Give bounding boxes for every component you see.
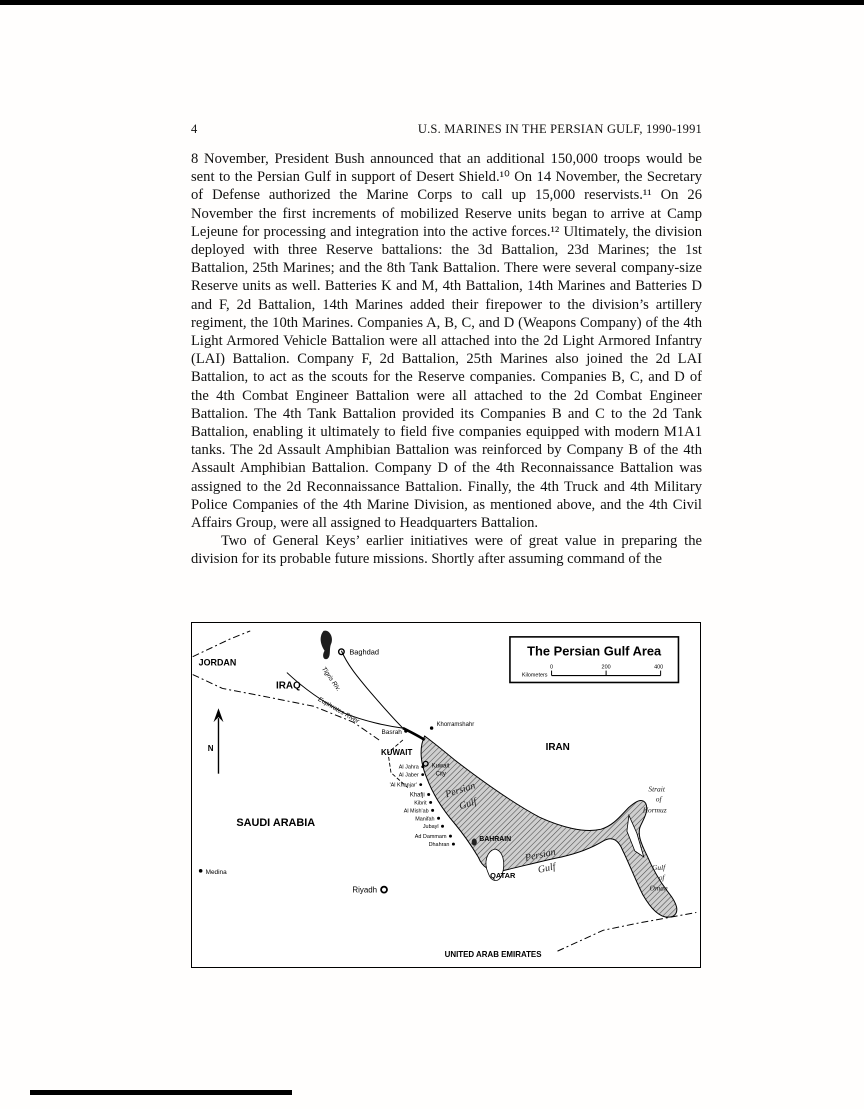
persian-gulf-water xyxy=(421,736,677,917)
label-manifah: Manifah xyxy=(415,816,435,823)
map-figure xyxy=(191,622,701,968)
kibrit-marker xyxy=(429,801,432,804)
label-jubayl: Jubayl xyxy=(422,824,439,831)
article-body xyxy=(191,150,702,569)
label-persian-gulf-se-1: Persian xyxy=(524,846,557,864)
scale-tick-0: 0 xyxy=(550,664,554,671)
bahrain-island xyxy=(472,839,477,846)
label-al-jahra: Al Jahra xyxy=(398,764,419,771)
label-iraq: IRAQ xyxy=(275,680,301,692)
scale-tick-400: 400 xyxy=(654,664,664,671)
label-iran: IRAN xyxy=(545,741,570,753)
al-jaber-marker xyxy=(421,773,424,776)
label-oman-1: Gulf xyxy=(652,862,666,872)
map-title: The Persian Gulf Area xyxy=(527,643,662,659)
label-euphrates: Euphrates River xyxy=(316,695,361,726)
label-medina: Medina xyxy=(205,868,227,876)
label-bahrain: BAHRAIN xyxy=(479,836,512,844)
jubayl-marker xyxy=(441,825,444,828)
al-jahra-marker xyxy=(421,765,424,768)
khorramshahr-marker xyxy=(430,726,433,729)
scale-label: Kilometers xyxy=(521,672,548,679)
label-kuwait-city-1: Kuwait xyxy=(431,763,450,770)
label-kuwait-city-2: City xyxy=(435,771,446,778)
medina-marker xyxy=(199,869,203,873)
dhahran-marker xyxy=(452,843,455,846)
label-jordan: JORDAN xyxy=(198,657,237,668)
running-title: U.S. MARINES IN THE PERSIAN GULF, 1990-1991 xyxy=(417,122,702,136)
label-ad-dammam: Ad Dammam xyxy=(414,834,447,841)
al-khanjar-marker xyxy=(419,783,422,786)
paragraph-2: Two of General Keys’ earlier initiatives were of great value in preparing the division for its probable future missions. Shortly after assuming command of the xyxy=(191,533,702,568)
label-saudi-arabia: SAUDI ARABIA xyxy=(236,817,316,830)
basrah-marker xyxy=(404,729,407,732)
persian-gulf-map xyxy=(192,623,699,966)
label-oman-2: of xyxy=(658,872,665,882)
label-al-khanjar: 'Al Khanjar' xyxy=(389,782,417,789)
compass-n-label: N xyxy=(207,743,214,753)
label-al-jaber: Al Jaber xyxy=(398,772,419,779)
label-riyadh: Riyadh xyxy=(352,885,378,895)
page-number: 4 xyxy=(191,122,198,136)
label-strait-2: of xyxy=(655,794,662,804)
label-uae: UNITED ARAB EMIRATES xyxy=(444,950,542,960)
khafji-marker xyxy=(427,793,430,796)
al-mishab-marker xyxy=(431,809,434,812)
border-jordan-north xyxy=(193,631,250,657)
label-dhahran: Dhahran xyxy=(428,842,450,849)
label-strait-1: Strait xyxy=(648,784,665,794)
label-persian-gulf-nw-2: Gulf xyxy=(457,796,479,813)
label-qatar: QATAR xyxy=(490,870,516,880)
label-khorramshahr: Khorramshahr xyxy=(436,722,475,729)
label-strait-3: Hormuz xyxy=(642,805,667,815)
label-tigris: Tigris Riv. xyxy=(319,665,342,693)
ad-dammam-marker xyxy=(449,835,452,838)
label-khafji: Khafji xyxy=(409,792,425,799)
bottom-rule xyxy=(30,1090,292,1095)
running-header xyxy=(191,122,702,137)
label-oman-3: Oman xyxy=(649,883,668,893)
scan-edge-rule xyxy=(0,0,864,5)
label-persian-gulf-nw-1: Persian xyxy=(444,780,477,801)
lake xyxy=(321,631,332,660)
euphrates-river xyxy=(287,673,403,729)
scale-tick-200: 200 xyxy=(601,664,611,671)
label-persian-gulf-se-2: Gulf xyxy=(537,861,557,876)
manifah-marker xyxy=(437,817,440,820)
border-uae-oman xyxy=(558,912,697,951)
label-baghdad: Baghdad xyxy=(349,647,380,657)
label-kuwait: KUWAIT xyxy=(381,747,413,757)
paragraph-1: 8 November, President Bush announced that an additional 150,000 troops would be sent to the Persian Gulf in support of Desert Shield.¹⁰ On 14 November, the Secretary of Defense authorized the Marine Corps to call up 15,000 reservists.¹¹ On 26 November the first increments of mobilized Reserve units began to arrive at Camp Lejeune for processing and integration into the active forces.¹² Ultimately, the division deployed with three Reserve battalions: the 3d Battalion, 23d Marines; the 1st Battalion, 25th Marines; and the 8th Tank Battalion. There were several company-size Reserve units as well. Batteries K and M, 4th Battalion, 14th Marines and Batteries D and F, 2d Battalion, 14th Marines added their firepower to the division’s artillery regiment, the 10th Marines. Companies A, B, C, and D (Weapons Company) of the 4th Light Armored Vehicle Battalion were all attached into the 2d Light Armored Infantry (LAI) Battalion. Company F, 2d Battalion, 25th Marines also joined the 2d LAI Battalion, to act as the scouts for the Reserve companies. Companies B, C, and D of the 4th Combat Engineer Battalion were all attached to the 2d Combat Engineer Battalion. The 4th Tank Battalion provided its Companies B and C to the 2d Tank Battalion, enabling it ultimately to field five companies equipped with modern M1A1 tanks. The 2d Assault Amphibian Battalion was reinforced by Company B of the 4th Assault Amphibian Battalion. Company D of the 4th Reconnaissance Battalion was assigned to the 2d Reconnaissance Battalion. Finally, the 4th Truck and 4th Military Police Companies of the 4th Marine Division, as mentioned above, and the 4th Civil Affairs Group, were all assigned to Headquarters Battalion. xyxy=(191,151,702,532)
label-al-mishab: Al Mish'ab xyxy=(403,808,429,815)
riyadh-marker xyxy=(381,887,387,893)
label-kibrit: Kibrit xyxy=(414,800,427,807)
label-basrah: Basrah xyxy=(381,729,402,737)
